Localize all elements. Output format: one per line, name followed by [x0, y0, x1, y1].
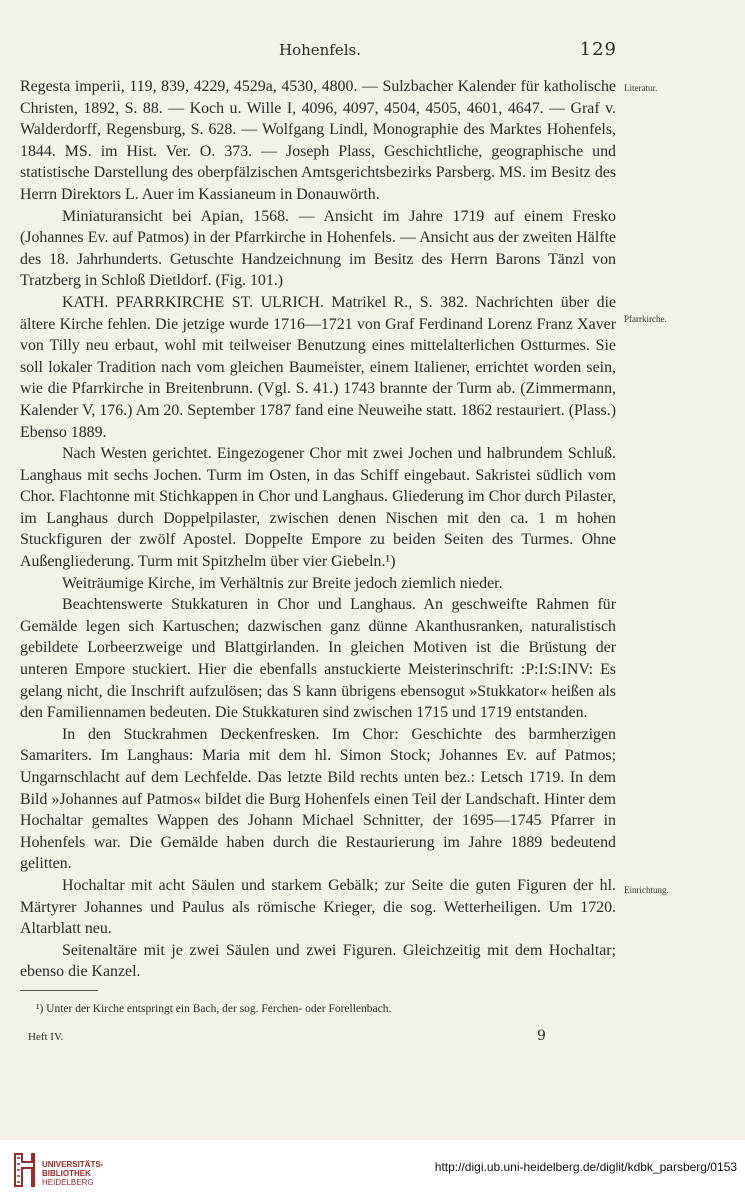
body-text [20, 76, 616, 983]
paragraph-stukkaturen: Beachtenswerte Stukkaturen in Chor und Langhaus. An geschweifte Rahmen für Gemälde legen sich Kartuschen; dazwischen ganz dünne Akanthusranken, naturalistisch gebildete Lorbeerzweige und Blattgirlanden. In gleichen Motiven ist die Brüstung der unteren Empore stuckiert. Hier die ebenfalls anstuckierte Meisterinschrift: :P:I:S:INV: Es gelang nicht, die Inschrift aufzulösen; das S kann übrigens ebensogut »Stukkator« heißen als den Familiennamen bedeuten. Die Stukkaturen sind zwischen 1715 und 1719 entstanden. [20, 596, 616, 722]
library-name-line3: HEIDELBERG [42, 1178, 94, 1187]
margin-note-einrichtung: Einrichtung. [624, 885, 669, 895]
running-head [0, 41, 745, 63]
library-name-line1: UNIVERSITÄTS- [42, 1160, 104, 1169]
margin-note-pfarrkirche: Pfarrkirche. [624, 314, 667, 324]
margin-note-literatur: Literatur. [624, 83, 658, 93]
university-library-logo-icon [12, 1150, 36, 1190]
paragraph-hochaltar: Hochaltar mit acht Säulen und starkem Gebälk; zur Seite die guten Figuren der hl. Märtyrer Johannes und Paulus als römische Krieger, die sog. Wetterheiligen. Um 1720. Altarblatt neu. [20, 876, 616, 938]
paragraph-literatur: Regesta imperii, 119, 839, 4229, 4529a, 4530, 4800. — Sulzbacher Kalender für katholische Christen, 1892, S. 88. — Koch u. Wille I, 4096, 4097, 4504, 4505, 4601, 4647. — Graf v. Walderdorff, Regensburg, S. 628. — Wolfgang Lindl, Monographie des Marktes Hohenfels, 1844. MS. im Hist. Ver. O. 373. — Joseph Plass, Geschichtliche, geographische und statistische Darstellung des oberpfälzischen Amtsgerichtsbezirks Parsberg. MS. im Besitz des Herrn Direktors L. Auer im Kassianeum in Donauwörth. [20, 78, 616, 203]
footer-signature: 9 [537, 1028, 546, 1044]
paragraph-pfarrkirche: KATH. PFARRKIRCHE ST. ULRICH. Matrikel R., S. 382. Nachrichten über die ältere Kirche fehlen. Die jetzige wurde 1716—1721 von Graf Ferdinand Lorenz Franz Xaver von Tilly neu erbaut, wohl mit teilweiser Benutzung eines mittelalterlichen Ostturmes. Sie soll lokaler Tradition nach vom gleichen Baumeister, einem Italiener, errichtet worden sein, wie die Pfarrkirche in Breitenbrunn. (Vgl. S. 41.) 1743 brannte der Turm ab. (Zimmermann, Kalender V, 176.) Am 20. September 1787 fand eine Neuweihe statt. 1862 restauriert. (Plass.) Ebenso 1889. [20, 293, 616, 441]
page-number: 129 [579, 39, 617, 60]
footnote: ¹) Unter der Kirche entspringt ein Bach, der sog. Ferchen- oder Forellenbach. [36, 1003, 392, 1015]
paragraph-raum: Weiträumige Kirche, im Verhältnis zur Breite jedoch ziemlich nieder. [62, 574, 503, 592]
footnote-rule [20, 990, 98, 991]
page-title: Hohenfels. [278, 41, 361, 59]
paragraph-fresken: In den Stuckrahmen Deckenfresken. Im Chor: Geschichte des barmherzigen Samariters. Im Langhaus: Maria mit dem hl. Simon Stock; Johannes Ev. auf Patmos; Ungarnschlacht auf dem Lechfelde. Das letzte Bild rechts unten bez.: Letsch 1719. In dem Bild »Johannes auf Patmos« bildet die Burg Hohenfels einen Teil der Landschaft. Hinter dem Hochaltar gemaltes Wappen des Johann Michael Schnitter, der 1695—1745 Pfarrer in Hohenfels war. Die Gemälde haben durch die Restaurierung im Jahre 1889 bedeutend gelitten. [20, 725, 616, 873]
footer-heft: Heft IV. [28, 1031, 64, 1043]
paragraph-seitenaltaere: Seitenaltäre mit je zwei Säulen und zwei Figuren. Gleichzeitig mit dem Hochaltar; ebenso die Kanzel. [20, 941, 616, 981]
library-name-line2: BIBLIOTHEK [42, 1169, 91, 1178]
paragraph-ansichten: Miniaturansicht bei Apian, 1568. — Ansicht im Jahre 1719 auf einem Fresko (Johannes Ev. auf Patmos) in der Pfarrkirche in Hohenfels. — Ansicht aus der zweiten Hälfte des 18. Jahrhunderts. Getuschte Handzeichnung im Besitz des Herrn Barons Tänzl von Tratzberg in Schloß Dietldorf. (Fig. 101.) [20, 207, 616, 290]
library-name [42, 1160, 103, 1187]
permalink-url[interactable]: http://digi.ub.uni-heidelberg.de/diglit/kdbk_parsberg/0153 [434, 1160, 737, 1174]
paragraph-bau: Nach Westen gerichtet. Eingezogener Chor mit zwei Jochen und halbrundem Schluß. Langhaus mit sechs Jochen. Turm im Osten, in das Schiff eingebaut. Sakristei südlich vom Chor. Flachtonne mit Stichkappen in Chor und Langhaus. Gliederung im Chor durch Pilaster, im Langhaus durch Doppelpilaster, zwischen denen Nischen mit den ca. 1 m hohen Stuckfiguren der zwölf Apostel. Doppelte Empore zu beiden Seiten des Turmes. Ohne Außengliederung. Turm mit Spitzhelm über vier Giebeln.¹) [20, 445, 616, 571]
